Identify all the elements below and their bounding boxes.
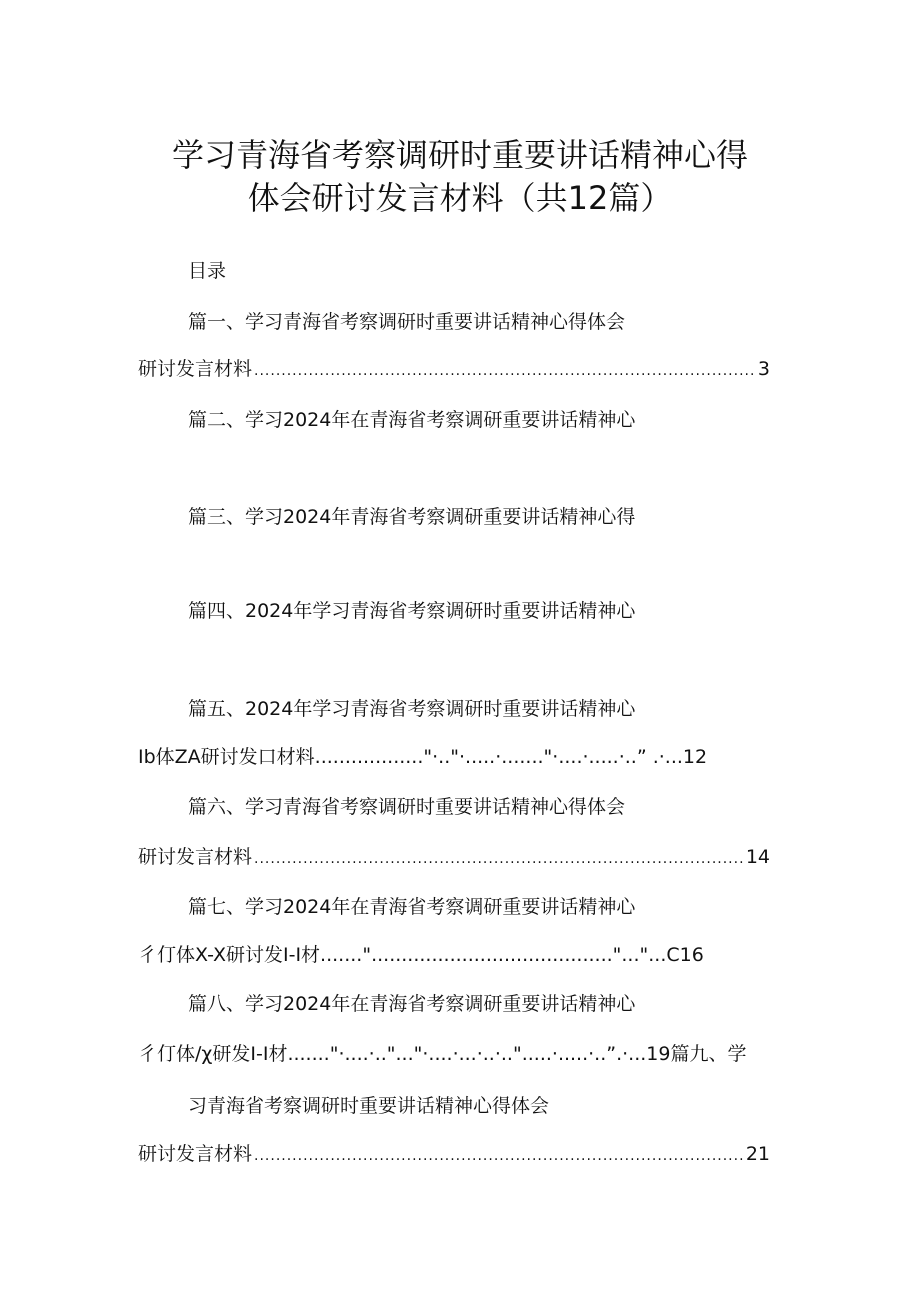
toc-entry-3-title: 篇三、学习2024年青海省考察调研重要讲话精神心得	[188, 506, 636, 528]
toc-entry-8-subline: 彳仃体∕χ研发I-I材......."·....·.."..."·....·...·..·..".....·.....·..”.·...19篇九、学	[138, 1043, 747, 1065]
dot-leader	[254, 847, 744, 871]
dot-leader	[254, 1144, 744, 1168]
toc-entry-1-title: 篇一、学习青海省考察调研时重要讲话精神心得体会	[188, 311, 626, 333]
toc-entry-9-title: 习青海省考察调研时重要讲话精神心得体会	[188, 1095, 550, 1117]
toc-heading: 目录	[188, 260, 227, 282]
toc-entry-9-leader-line	[138, 1142, 770, 1168]
toc-entry-4-title: 篇四、2024年学习青海省考察调研时重要讲话精神心	[188, 600, 636, 622]
toc-entry-6-page: 14	[745, 846, 770, 868]
toc-entry-5-title: 篇五、2024年学习青海省考察调研时重要讲话精神心	[188, 698, 636, 720]
toc-entry-6-leader-line	[138, 845, 770, 871]
toc-entry-5-subline: Ib体ZA研讨发口材料.................."·.."·.....·......."·....·.....·..” .·...12	[138, 746, 708, 768]
toc-entry-7-subline: 彳仃体X-X研讨发I-I材......."........................................"..."...C16	[138, 944, 704, 966]
toc-entry-1-leader-line	[138, 357, 770, 383]
toc-entry-2-title: 篇二、学习2024年在青海省考察调研重要讲话精神心	[188, 409, 636, 431]
document-title-line-1: 学习青海省考察调研时重要讲话精神心得	[171, 136, 748, 174]
toc-entry-6-label: 研讨发言材料	[138, 846, 253, 868]
toc-entry-1-label: 研讨发言材料	[138, 358, 253, 380]
toc-entry-8-title: 篇八、学习2024年在青海省考察调研重要讲话精神心	[188, 993, 636, 1015]
document-title-line-2: 体会研讨发言材料（共12篇）	[247, 179, 673, 217]
dot-leader	[254, 359, 756, 383]
toc-entry-9-page: 21	[745, 1143, 770, 1165]
toc-entry-7-title: 篇七、学习2024年在青海省考察调研重要讲话精神心	[188, 896, 636, 918]
toc-entry-6-title: 篇六、学习青海省考察调研时重要讲话精神心得体会	[188, 796, 626, 818]
toc-entry-1-page: 3	[757, 358, 770, 380]
toc-entry-9-label: 研讨发言材料	[138, 1143, 253, 1165]
